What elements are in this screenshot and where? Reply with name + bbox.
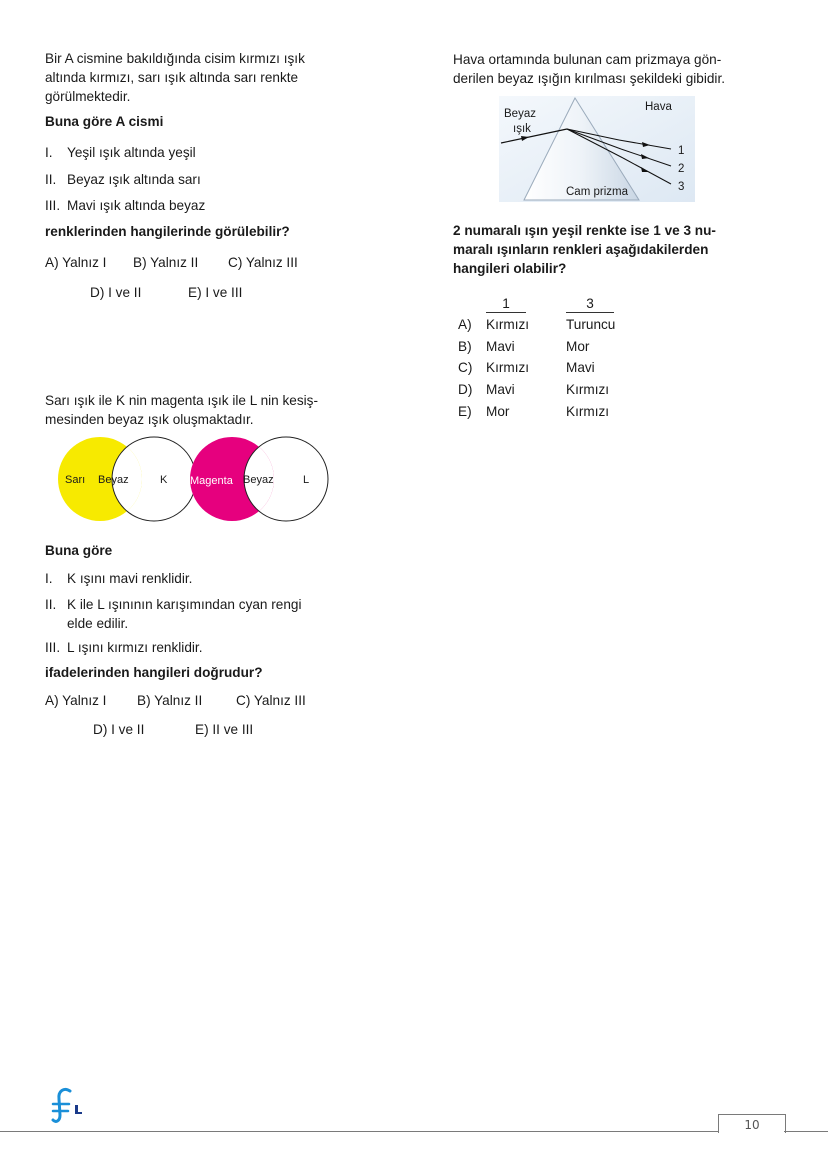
q2-option-c[interactable]: C) Yalnız III [236, 693, 306, 708]
q1-item-2: II. Beyaz ışık altında sarı [45, 172, 201, 187]
q1-item-1: I. Yeşil ışık altında yeşil [45, 145, 196, 160]
label-cam-prizma: Cam prizma [566, 186, 628, 198]
q2-item-2: II. K ile L ışınının karışımından cyan rengi elde edilir. [45, 597, 302, 631]
table-header-1: 1 [486, 296, 526, 313]
q2-lead: Buna göre [45, 543, 113, 558]
label-ray-2: 2 [678, 163, 685, 175]
q1-item-3: III. Mavi ışık altında beyaz [45, 198, 206, 213]
q2-option-b[interactable]: B) Yalnız II [137, 693, 203, 708]
q2-item-3: III. L ışını kırmızı renklidir. [45, 640, 203, 655]
label-ray-1: 1 [678, 145, 685, 157]
footer-rule-right [784, 1131, 828, 1132]
table-header-3: 3 [566, 296, 614, 313]
page-number: 10 [718, 1114, 786, 1133]
q2-item-1: I. K ışını mavi renklidir. [45, 571, 193, 586]
q1-lead: Buna göre A cismi [45, 114, 164, 129]
q2-question: ifadelerinden hangileri doğrudur? [45, 665, 263, 680]
q2-option-d[interactable]: D) I ve II [93, 722, 145, 737]
color-mixing-diagram [40, 433, 340, 525]
q1-option-a[interactable]: A) Yalnız I [45, 255, 107, 270]
label-k: K [160, 474, 168, 486]
q1-option-d[interactable]: D) I ve II [90, 285, 142, 300]
label-l: L [303, 474, 310, 486]
prism-diagram [499, 96, 695, 202]
label-beyaz-1: Beyaz [98, 474, 129, 486]
q2-option-a[interactable]: A) Yalnız I [45, 693, 107, 708]
publisher-logo [50, 1085, 84, 1125]
label-isik: ışık [513, 123, 531, 135]
label-ray-3: 3 [678, 181, 685, 193]
q1-stem: Bir A cismine bakıldığında cisim kırmızı ışık altında kırmızı, sarı ışık altında sarı renkte görülmektedir. [45, 51, 305, 104]
q2-stem: Sarı ışık ile K nin magenta ışık ile L nin kesiş- mesinden beyaz ışık oluşmaktadır. [45, 393, 318, 427]
label-sari: Sarı [65, 474, 86, 486]
q3-stem: Hava ortamında bulunan cam prizmaya gön- derilen beyaz ışığın kırılması şekildeki gibidir. [453, 52, 725, 86]
q1-option-c[interactable]: C) Yalnız III [228, 255, 298, 270]
q1-question: renklerinden hangilerinde görülebilir? [45, 224, 290, 239]
footer-rule [0, 1131, 718, 1132]
label-beyaz: Beyaz [504, 108, 536, 120]
q3-question: 2 numaralı ışın yeşil renkte ise 1 ve 3 nu- maralı ışınların renkleri aşağıdakilerden hangileri olabilir? [453, 223, 716, 276]
q1-option-e[interactable]: E) I ve III [188, 285, 243, 300]
label-beyaz-2: Beyaz [243, 474, 274, 486]
label-hava: Hava [645, 101, 672, 113]
q2-option-e[interactable]: E) II ve III [195, 722, 254, 737]
label-magenta: Magenta [190, 475, 233, 487]
q1-option-b[interactable]: B) Yalnız II [133, 255, 199, 270]
